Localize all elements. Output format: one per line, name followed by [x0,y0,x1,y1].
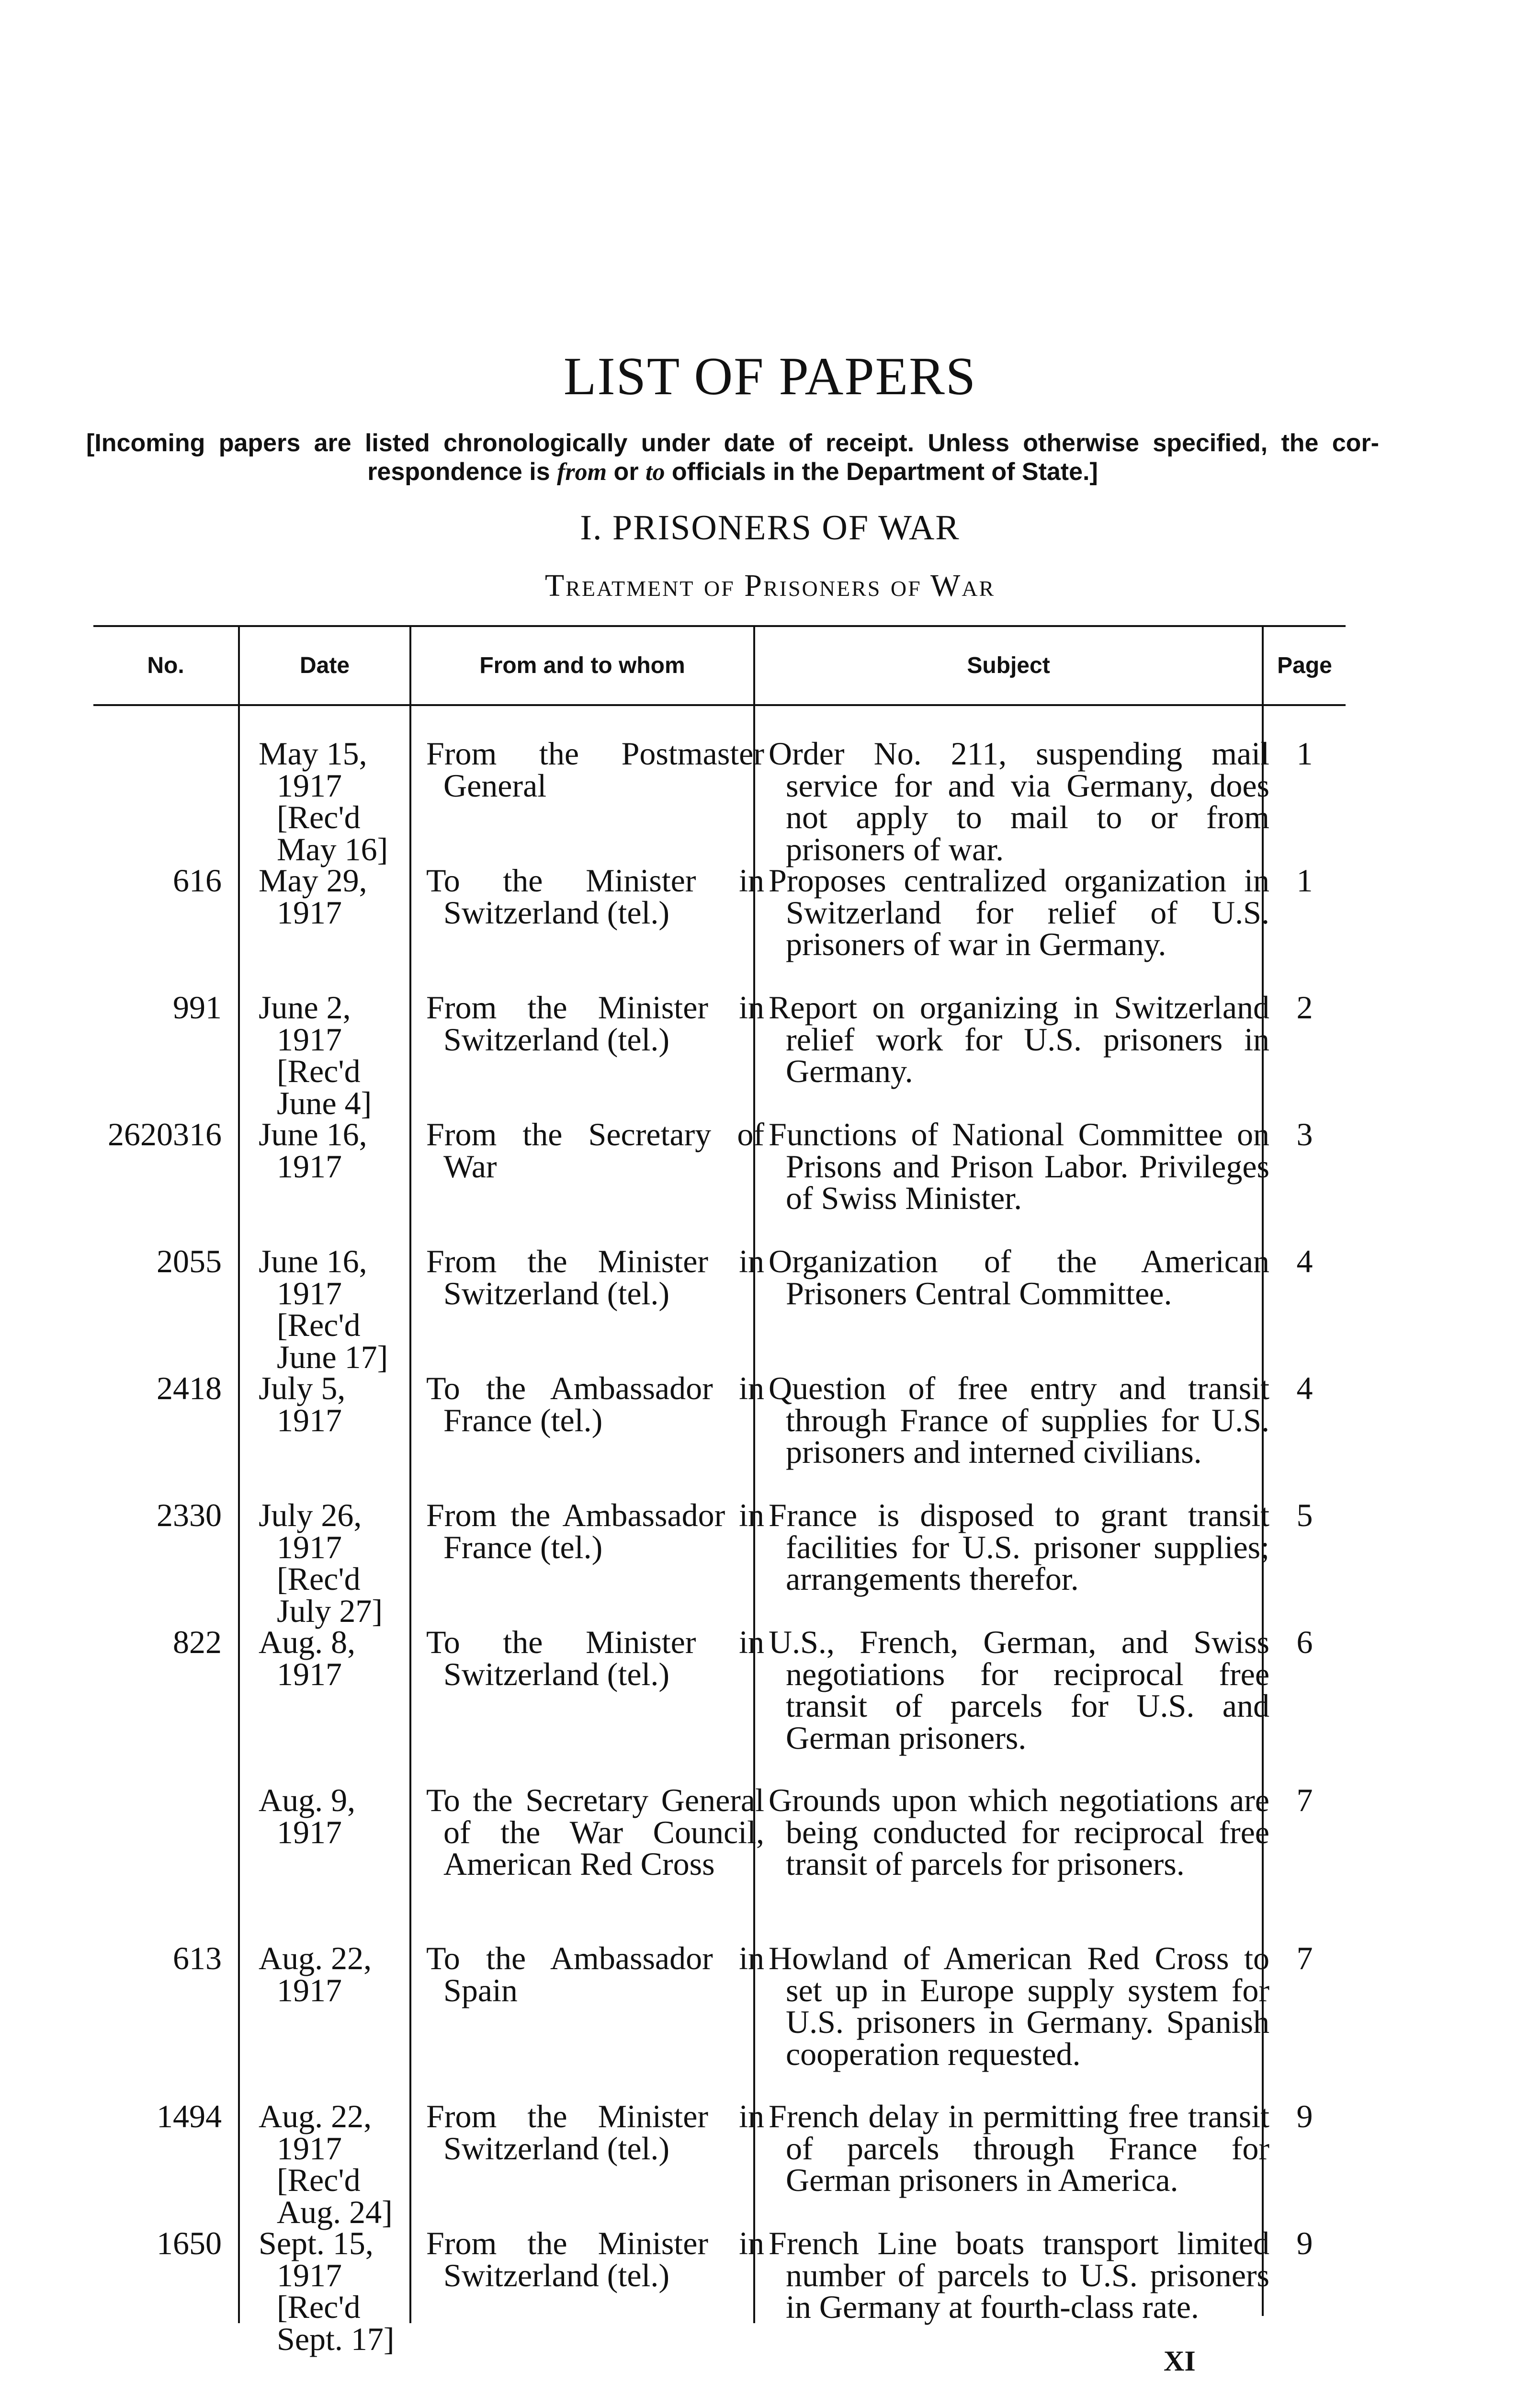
header-no: No. [147,653,184,678]
received-date-line: [Rec'd [277,1053,361,1089]
note-to: to [645,458,665,486]
date-line: Aug. 22, [259,2098,372,2134]
date-line: 1917 [277,894,342,931]
date-line: 1917 [277,1275,342,1312]
received-date-line: June 17] [277,1338,388,1375]
date-line: Sept. 15, [259,2225,374,2261]
header-subject: Subject [967,653,1050,678]
received-date-line: [Rec'd [277,799,361,835]
subsection-heading: Treatment of Prisoners of War [544,568,996,603]
note-line-1: [Incoming papers are listed chronologically under date of receipt. Unless otherwise specified, the cor- [86,429,1379,457]
date-line: 1917 [277,1655,342,1692]
page-folio: XI [1164,2345,1196,2377]
date-line: Aug. 8, [259,1624,356,1660]
subject-text: Question of free entry and transit through France of supplies for U.S. prisoners and interned civilians. [769,1370,1269,1470]
page-number: 7 [1296,1782,1313,1818]
received-date-line: May 16] [277,831,388,867]
header-from-to-whom: From and to whom [479,653,685,678]
date-line: July 5, [259,1370,346,1406]
date-line: June 16, [259,1116,367,1152]
date-line: 1917 [277,2257,342,2293]
subject-text: Functions of National Committee on Prisons and Prison Labor. Privileges of Swiss Minister. [769,1116,1269,1216]
subject-text: France is disposed to grant transit facilities for U.S. prisoner supplies; arrangements therefor. [769,1497,1269,1597]
header-date: Date [299,653,350,678]
page-number: 1 [1296,735,1313,772]
subject-text: French Line boats transport limited number of parcels to U.S. prisoners in Germany at fourth-class rate. [769,2225,1269,2325]
paper-number: 2055 [157,1243,222,1279]
paper-date [259,2227,403,2355]
from-to-whom: From the Minister in Switzerland (tel.) [426,2098,764,2167]
paper-date [259,989,403,1121]
papers-table [93,625,1346,2357]
paper-date [259,1784,403,1848]
note-prefix: respondence is [367,458,557,486]
page-title: LIST OF PAPERS [563,347,977,406]
date-line: Aug. 22, [259,1940,372,1976]
date-line: July 26, [259,1497,362,1533]
paper-number: 822 [173,1624,222,1660]
received-date-line: June 4] [277,1084,372,1121]
paper-number: 991 [173,989,222,1026]
page-number: 9 [1296,2225,1313,2261]
header-page: Page [1277,653,1332,678]
date-line: 1917 [277,1813,342,1850]
page-number: 3 [1296,1116,1313,1152]
paper-date [259,1942,403,2006]
paper-date [259,1116,403,1185]
introductory-note [86,429,1379,487]
from-to-whom: To the Ambassador in France (tel.) [426,1370,764,1438]
subject-text: Report on organizing in Switzerland relief work for U.S. prisoners in Germany. [769,989,1269,1089]
date-line: 1917 [277,1972,342,2008]
note-from: from [557,458,607,486]
paper-number: 1650 [157,2225,222,2261]
subject-text: Proposes centralized organization in Switzerland for relief of U.S. prisoners of war in Germany. [769,862,1269,962]
note-suffix: officials in the Department of State.] [665,458,1098,486]
from-to-whom: From the Secretary of War [426,1116,764,1185]
column-divider [409,625,411,2323]
paper-number: 2330 [157,1497,222,1533]
received-date-line: Aug. 24] [277,2193,393,2230]
page-number: 7 [1296,1940,1313,1976]
paper-date [259,2100,403,2228]
date-line: 1917 [277,1021,342,1058]
date-line: Aug. 9, [259,1782,356,1818]
table-header-rule [93,704,1346,706]
paper-date [259,862,403,931]
paper-number: 613 [173,1940,222,1976]
received-date-line: [Rec'd [277,2289,361,2325]
paper-date [259,1499,403,1627]
date-line: 1917 [277,1148,342,1185]
date-line: 1917 [277,767,342,804]
date-line: June 2, [259,989,351,1026]
from-to-whom: To the Ambassador in Spain [426,1940,764,2008]
page-number: 1 [1296,862,1313,899]
from-to-whom: From the Ambassador in France (tel.) [426,1497,764,1565]
table-top-rule [93,625,1346,627]
date-line: June 16, [259,1243,367,1279]
subject-text: Howland of American Red Cross to set up in Europe supply system for U.S. prisoners in Germany. Spanish cooperation requested. [769,1940,1269,2072]
from-to-whom: To the Minister in Switzerland (tel.) [426,862,764,931]
note-line-2 [86,457,1379,487]
page-number: 6 [1296,1624,1313,1660]
from-to-whom: From the Minister in Switzerland (tel.) [426,1243,764,1312]
paper-date [259,1626,403,1690]
subject-text: French delay in permitting free transit of parcels through France for German prisoners in America. [769,2098,1269,2198]
from-to-whom: To the Secretary General of the War Council, American Red Cross [426,1782,764,1882]
subject-text: Order No. 211, suspending mail service for and via Germany, does not apply to mail to or from prisoners of war. [769,735,1269,867]
received-date-line: [Rec'd [277,1307,361,1343]
from-to-whom: From the Postmaster General [426,735,764,804]
subject-text: Grounds upon which negotiations are being conducted for reciprocal free transit of parcels for prisoners. [769,1782,1269,1882]
paper-number: 2418 [157,1370,222,1406]
page-number: 4 [1296,1243,1313,1279]
date-line: May 29, [259,862,367,899]
date-line: 1917 [277,2130,342,2167]
paper-number: 616 [173,862,222,899]
column-divider [238,625,240,2323]
section-heading: I. PRISONERS OF WAR [580,508,960,547]
paper-date [259,1372,403,1436]
received-date-line: [Rec'd [277,1561,361,1597]
received-date-line: July 27] [277,1592,383,1629]
paper-number: 1494 [157,2098,222,2134]
page-number: 9 [1296,2098,1313,2134]
page-number: 2 [1296,989,1313,1026]
subject-text: U.S., French, German, and Swiss negotiations for reciprocal free transit of parcels for U.S. and German prisoners. [769,1624,1269,1756]
date-line: 1917 [277,1402,342,1438]
from-to-whom: From the Minister in Switzerland (tel.) [426,2225,764,2293]
paper-date [259,1245,403,1373]
date-line: May 15, [259,735,367,772]
page-number: 4 [1296,1370,1313,1406]
received-date-line: [Rec'd [277,2162,361,2198]
paper-number: 2620316 [108,1116,222,1152]
date-line: 1917 [277,1528,342,1565]
page-number: 5 [1296,1497,1313,1533]
received-date-line: Sept. 17] [277,2320,395,2357]
from-to-whom: To the Minister in Switzerland (tel.) [426,1624,764,1692]
subject-text: Organization of the American Prisoners Central Committee. [769,1243,1269,1312]
paper-date [259,735,403,867]
from-to-whom: From the Minister in Switzerland (tel.) [426,989,764,1058]
note-or: or [607,458,646,486]
